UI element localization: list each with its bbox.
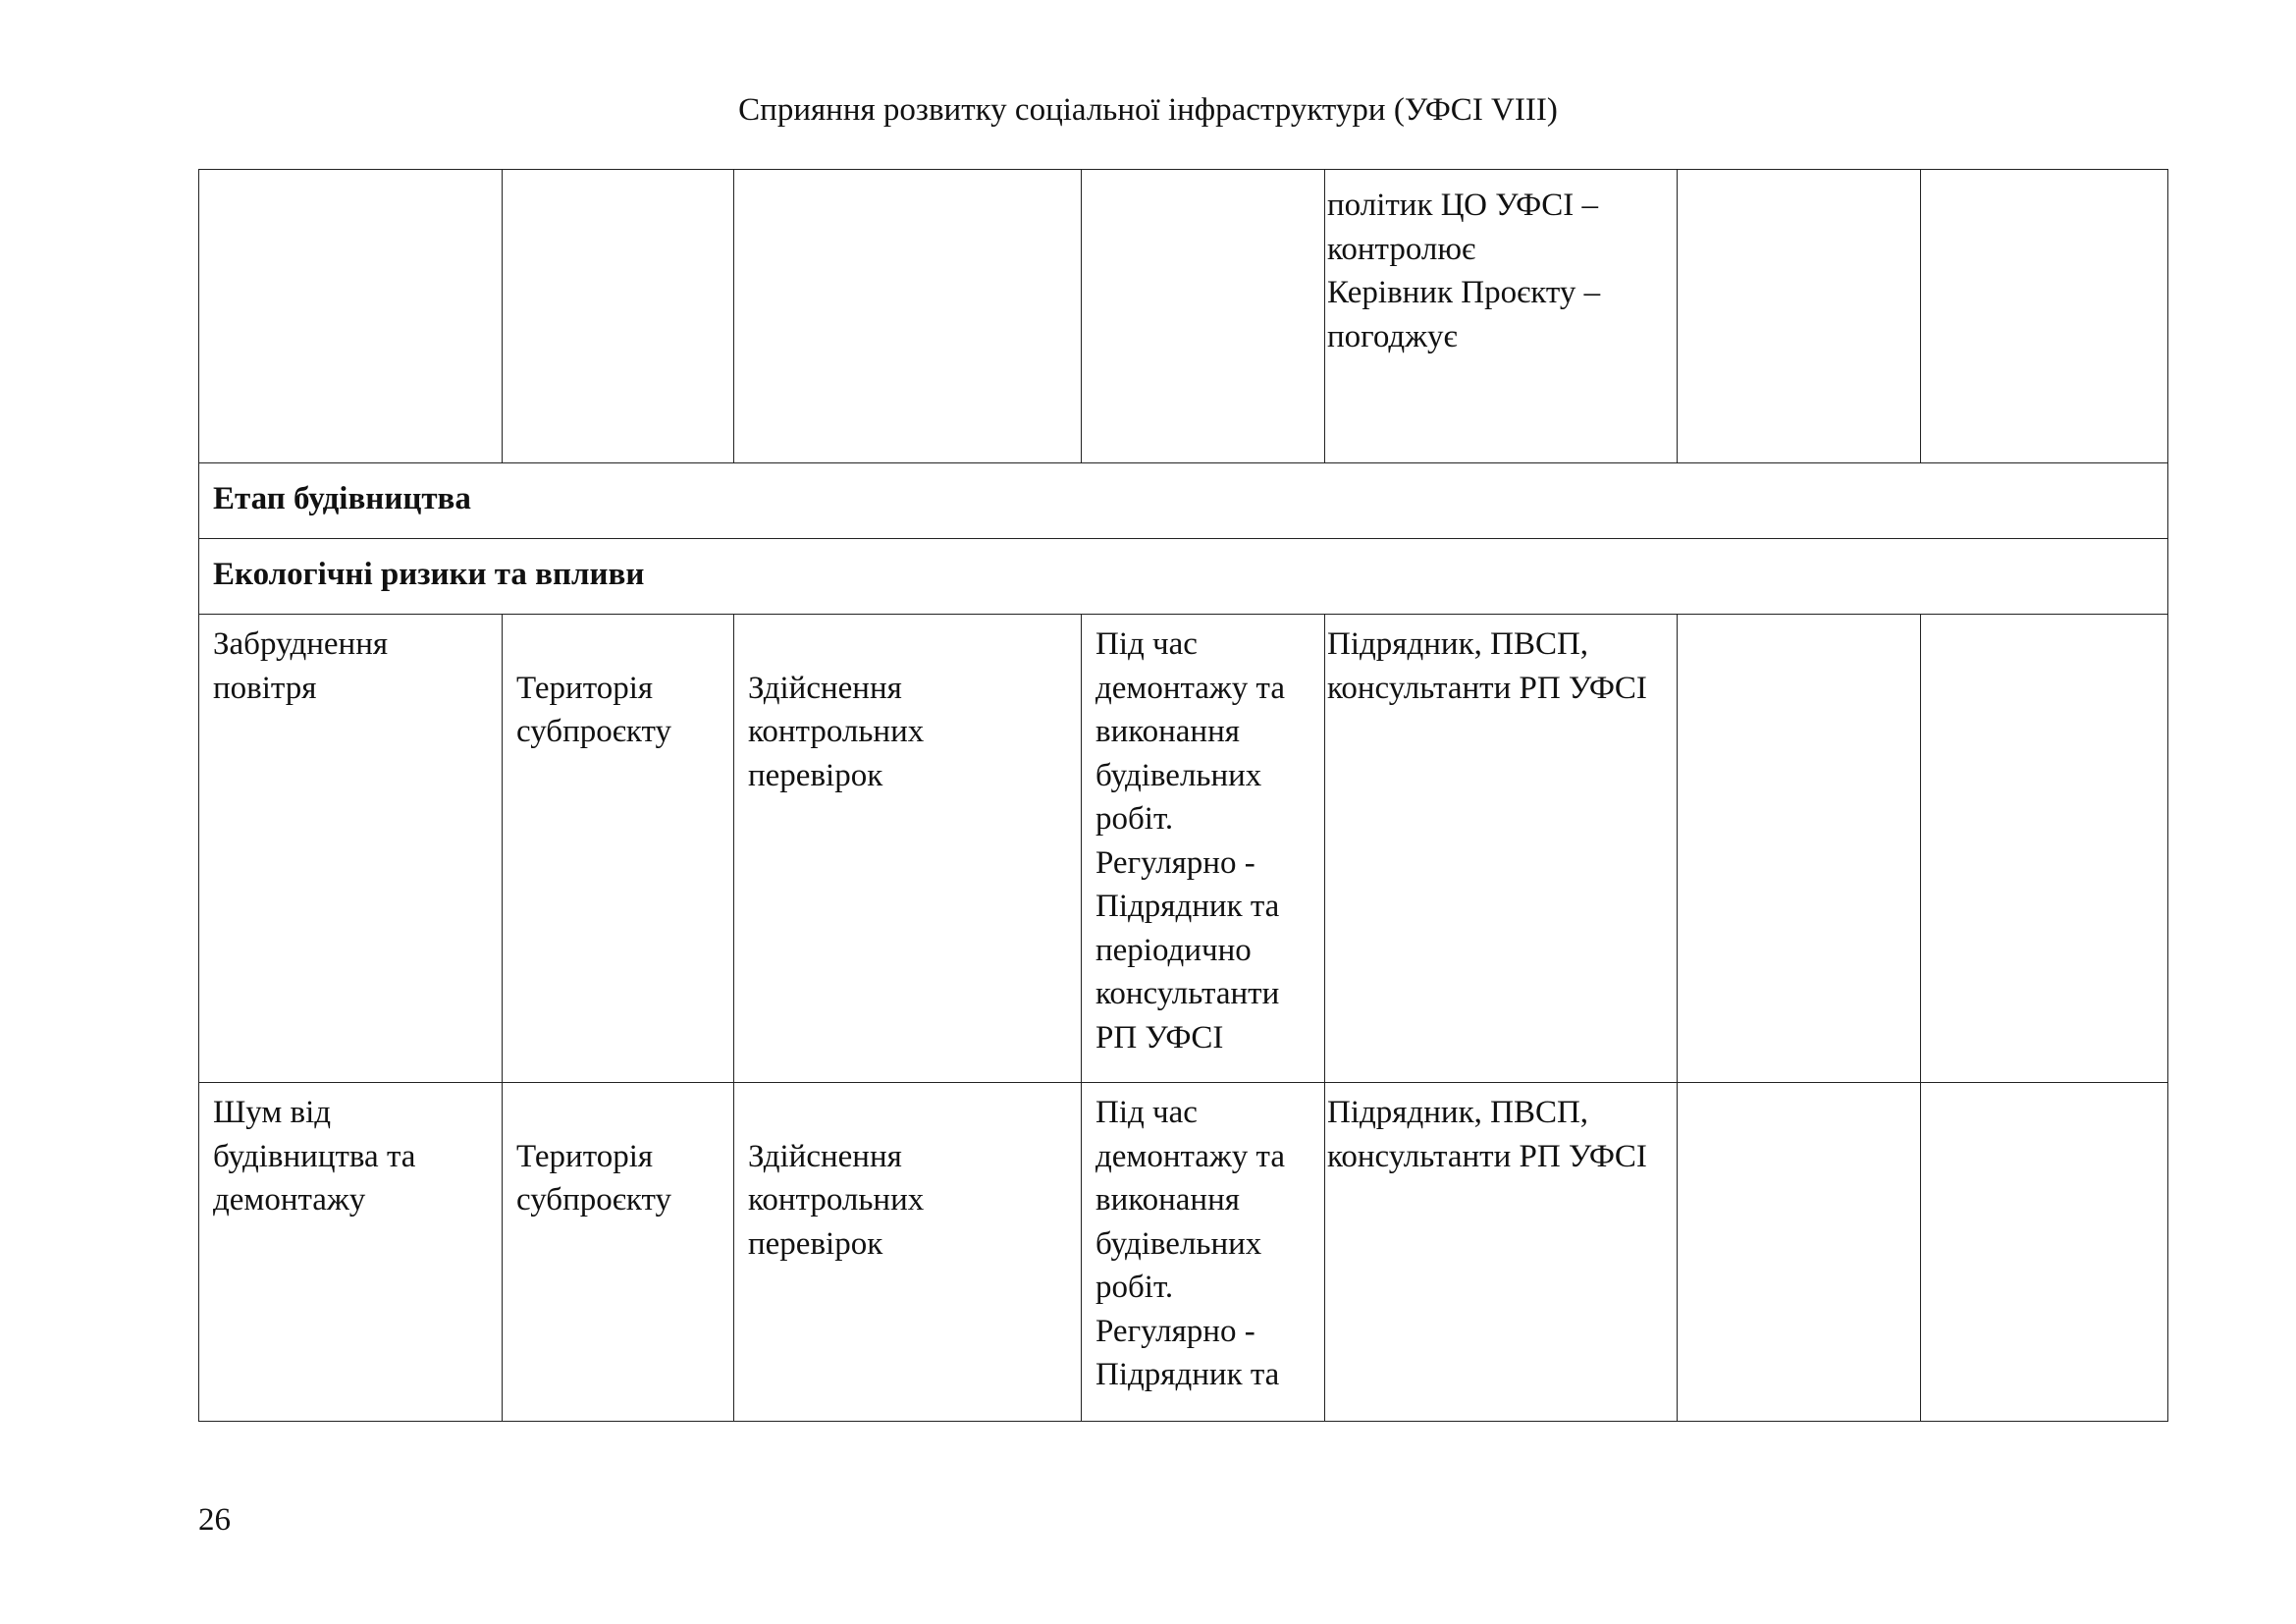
table-cell-method (734, 1083, 1082, 1422)
section-title: Етап будівництва (199, 463, 2168, 539)
table-cell-timing (1082, 170, 1325, 463)
cell-line: Підрядник, ПВСП, (1327, 1095, 1589, 1130)
cell-line: Здійснення (748, 670, 902, 706)
cell-line: демонтажу та (1095, 1138, 1285, 1174)
table-cell-timing (1082, 615, 1325, 1083)
cell-line: Підрядник, ПВСП, (1327, 626, 1589, 662)
cell-line: Регулярно - (1095, 1313, 1255, 1349)
table-row (199, 1083, 2168, 1422)
table-cell-responsible (1325, 615, 1678, 1083)
cell-line: будівельних (1095, 757, 1262, 793)
table-row-continuation (199, 170, 2168, 463)
cell-line: консультанти (1095, 976, 1280, 1011)
cell-line: Забруднення (213, 626, 389, 662)
cell-line: робіт. (1095, 801, 1174, 837)
table-section-row (199, 463, 2168, 539)
cell-line: контрольних (748, 1182, 925, 1218)
table-cell-issue (199, 170, 503, 463)
section-title: Екологічні ризики та впливи (199, 539, 2168, 615)
cell-line: перевірок (748, 1225, 883, 1262)
table-cell-method (734, 170, 1082, 463)
table-cell-location (503, 615, 734, 1083)
cell-line: Територія (516, 1138, 654, 1174)
cell-line: контролює (1327, 231, 1476, 267)
cell-line: перевірок (748, 757, 883, 793)
page-header: Сприяння розвитку соціальної інфраструктури (УФСІ VIII) (738, 92, 1558, 128)
cell-line: будівельних (1095, 1225, 1262, 1262)
cell-line: РП УФСІ (1095, 1019, 1224, 1056)
table-cell-responsible (1325, 170, 1678, 463)
cell-line: Регулярно - (1095, 844, 1255, 881)
cell-line: виконання (1095, 714, 1240, 749)
table-cell-empty (1678, 1083, 1921, 1422)
cell-line: Під час (1095, 1095, 1198, 1130)
cell-line: Територія (516, 670, 654, 706)
table-cell-empty (1921, 615, 2168, 1083)
cell-line: субпроєкту (516, 714, 671, 749)
table-cell-responsible (1325, 1083, 1678, 1422)
table-cell-timing (1082, 1083, 1325, 1422)
cell-line: субпроєкту (516, 1182, 671, 1218)
cell-line: консультанти РП УФСІ (1327, 670, 1647, 706)
page-number: 26 (198, 1502, 231, 1538)
cell-line: Під час (1095, 626, 1198, 662)
cell-line: виконання (1095, 1182, 1240, 1218)
table-cell-empty (1678, 615, 1921, 1083)
cell-line: Здійснення (748, 1138, 902, 1174)
cell-line: робіт. (1095, 1270, 1174, 1305)
cell-line: демонтажу та (1095, 670, 1285, 706)
cell-line: погоджує (1327, 318, 1458, 354)
table-section-row (199, 539, 2168, 615)
cell-line: консультанти РП УФСІ (1327, 1138, 1647, 1174)
table-cell-empty (1921, 170, 2168, 463)
table-cell-issue (199, 1083, 503, 1422)
cell-line: Підрядник та (1095, 1357, 1280, 1392)
cell-line: Підрядник та (1095, 889, 1280, 924)
table-cell-method (734, 615, 1082, 1083)
cell-line: Шум від (213, 1095, 332, 1130)
cell-line: Керівник Проєкту – (1327, 275, 1601, 310)
table-cell-empty (1678, 170, 1921, 463)
table-cell-location (503, 170, 734, 463)
table-cell-empty (1921, 1083, 2168, 1422)
table-row (199, 615, 2168, 1083)
cell-line: демонтажу (213, 1182, 366, 1218)
cell-line: політик ЦО УФСІ – (1327, 188, 1598, 223)
cell-line: будівництва та (213, 1138, 416, 1174)
cell-line: контрольних (748, 714, 925, 749)
monitoring-table (198, 169, 2168, 1422)
cell-line: повітря (213, 670, 317, 706)
table-cell-issue (199, 615, 503, 1083)
cell-line: періодично (1095, 932, 1252, 968)
table-cell-location (503, 1083, 734, 1422)
